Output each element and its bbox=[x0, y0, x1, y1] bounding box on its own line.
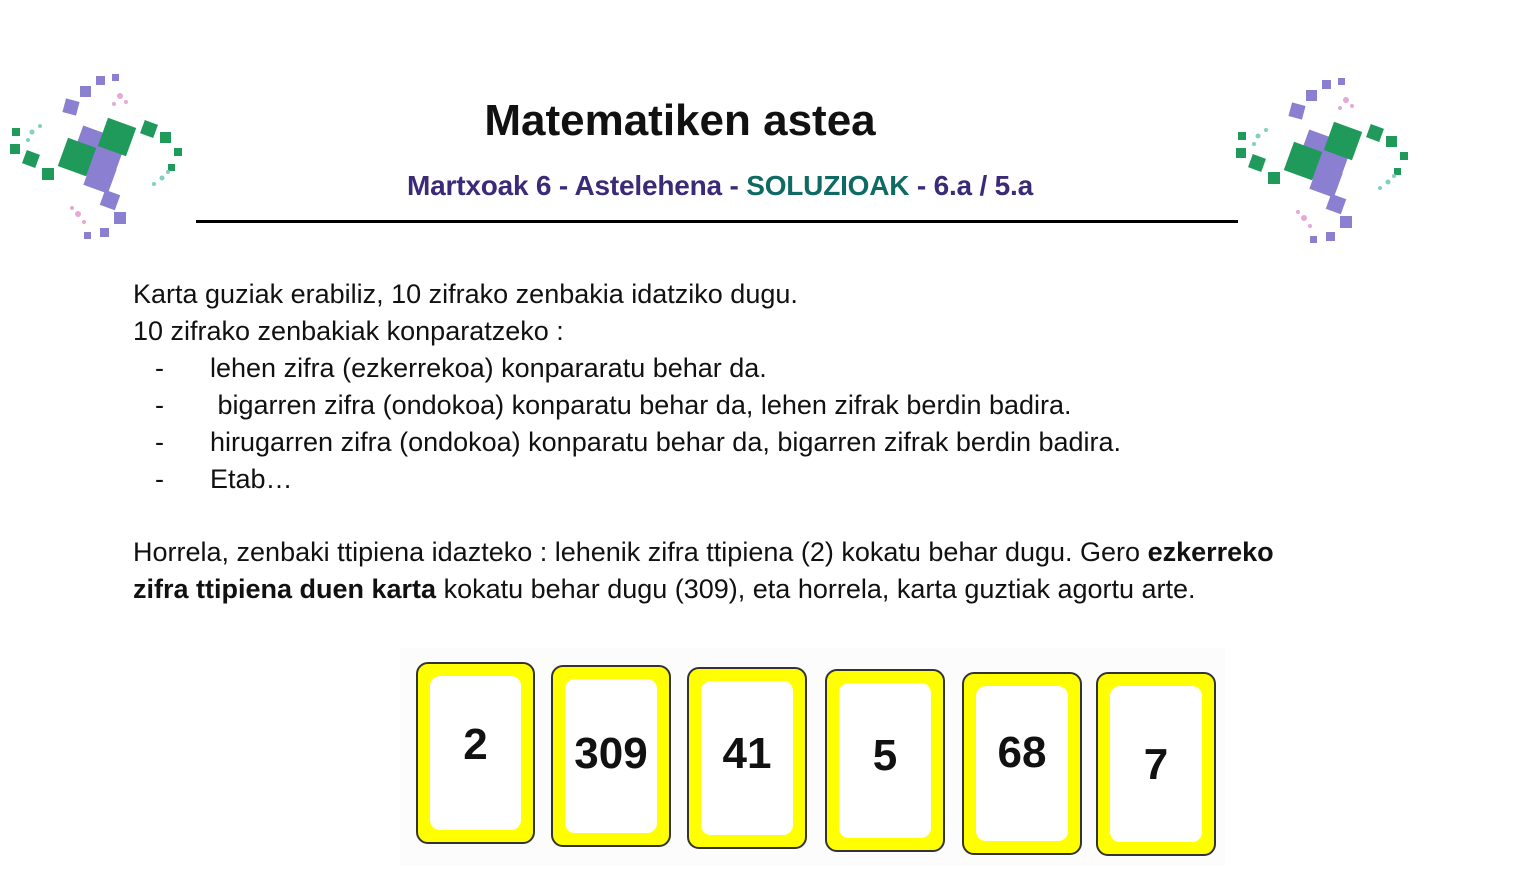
card-number: 41 bbox=[722, 729, 772, 778]
number-card bbox=[825, 669, 945, 852]
number-card bbox=[687, 667, 807, 849]
comparison-steps-list bbox=[133, 350, 1283, 498]
number-card bbox=[551, 665, 671, 847]
card-number: 7 bbox=[1143, 740, 1169, 789]
card-number: 309 bbox=[574, 729, 648, 778]
bullet-dash: - bbox=[155, 427, 164, 457]
document-body bbox=[133, 276, 1283, 608]
explanation-text-end: kokatu behar dugu (309), eta horrela, karta guztiak agortu arte. bbox=[436, 574, 1196, 604]
intro-line-1: Karta guziak erabiliz, 10 zifrako zenbakia idatziko dugu. bbox=[133, 279, 798, 309]
fractal-logo-left bbox=[2, 52, 192, 252]
page-subtitle bbox=[300, 170, 1140, 202]
list-item-text: lehen zifra (ezkerrekoa) konpararatu behar da. bbox=[210, 353, 767, 383]
subtitle-class: - 6.a / 5.a bbox=[909, 170, 1033, 201]
list-item bbox=[133, 387, 1283, 424]
number-card bbox=[1096, 672, 1216, 856]
card-number: 68 bbox=[997, 728, 1047, 777]
list-item-text: Etab… bbox=[210, 464, 293, 494]
explanation-paragraph bbox=[133, 534, 1283, 608]
bullet-dash: - bbox=[155, 353, 164, 383]
list-item bbox=[133, 424, 1283, 461]
fractal-logo-icon bbox=[2, 52, 192, 252]
list-item-text: hirugarren zifra (ondokoa) konparatu behar da, bigarren zifrak berdin badira. bbox=[210, 427, 1122, 457]
bullet-dash: - bbox=[155, 390, 164, 420]
explanation-text-bold: ezkerreko zifra ttipiena duen karta bbox=[133, 537, 1274, 604]
list-item bbox=[133, 350, 1283, 387]
explanation-text-start: Horrela, zenbaki ttipiena idazteko : lehenik zifra ttipiena (2) kokatu behar dugu. Gero bbox=[133, 537, 1148, 567]
number-card bbox=[416, 662, 535, 844]
subtitle-date: Martxoak 6 - Astelehena - bbox=[407, 170, 747, 201]
intro-line-2: 10 zifrako zenbakiak konparatzeko : bbox=[133, 316, 564, 346]
subtitle-solutions: SOLUZIOAK bbox=[746, 170, 910, 201]
list-item bbox=[133, 461, 1283, 498]
card-number: 2 bbox=[463, 720, 488, 769]
list-item-text: bigarren zifra (ondokoa) konparatu behar da, lehen zifrak berdin badira. bbox=[210, 390, 1072, 420]
header-divider bbox=[196, 220, 1238, 223]
fractal-logo-right bbox=[1228, 56, 1418, 256]
card-number: 5 bbox=[872, 731, 898, 780]
cards-panel bbox=[400, 648, 1225, 866]
page-title: Matematiken astea bbox=[484, 96, 876, 145]
number-card bbox=[962, 672, 1082, 855]
fractal-logo-icon bbox=[1228, 56, 1418, 256]
bullet-dash: - bbox=[155, 464, 164, 494]
